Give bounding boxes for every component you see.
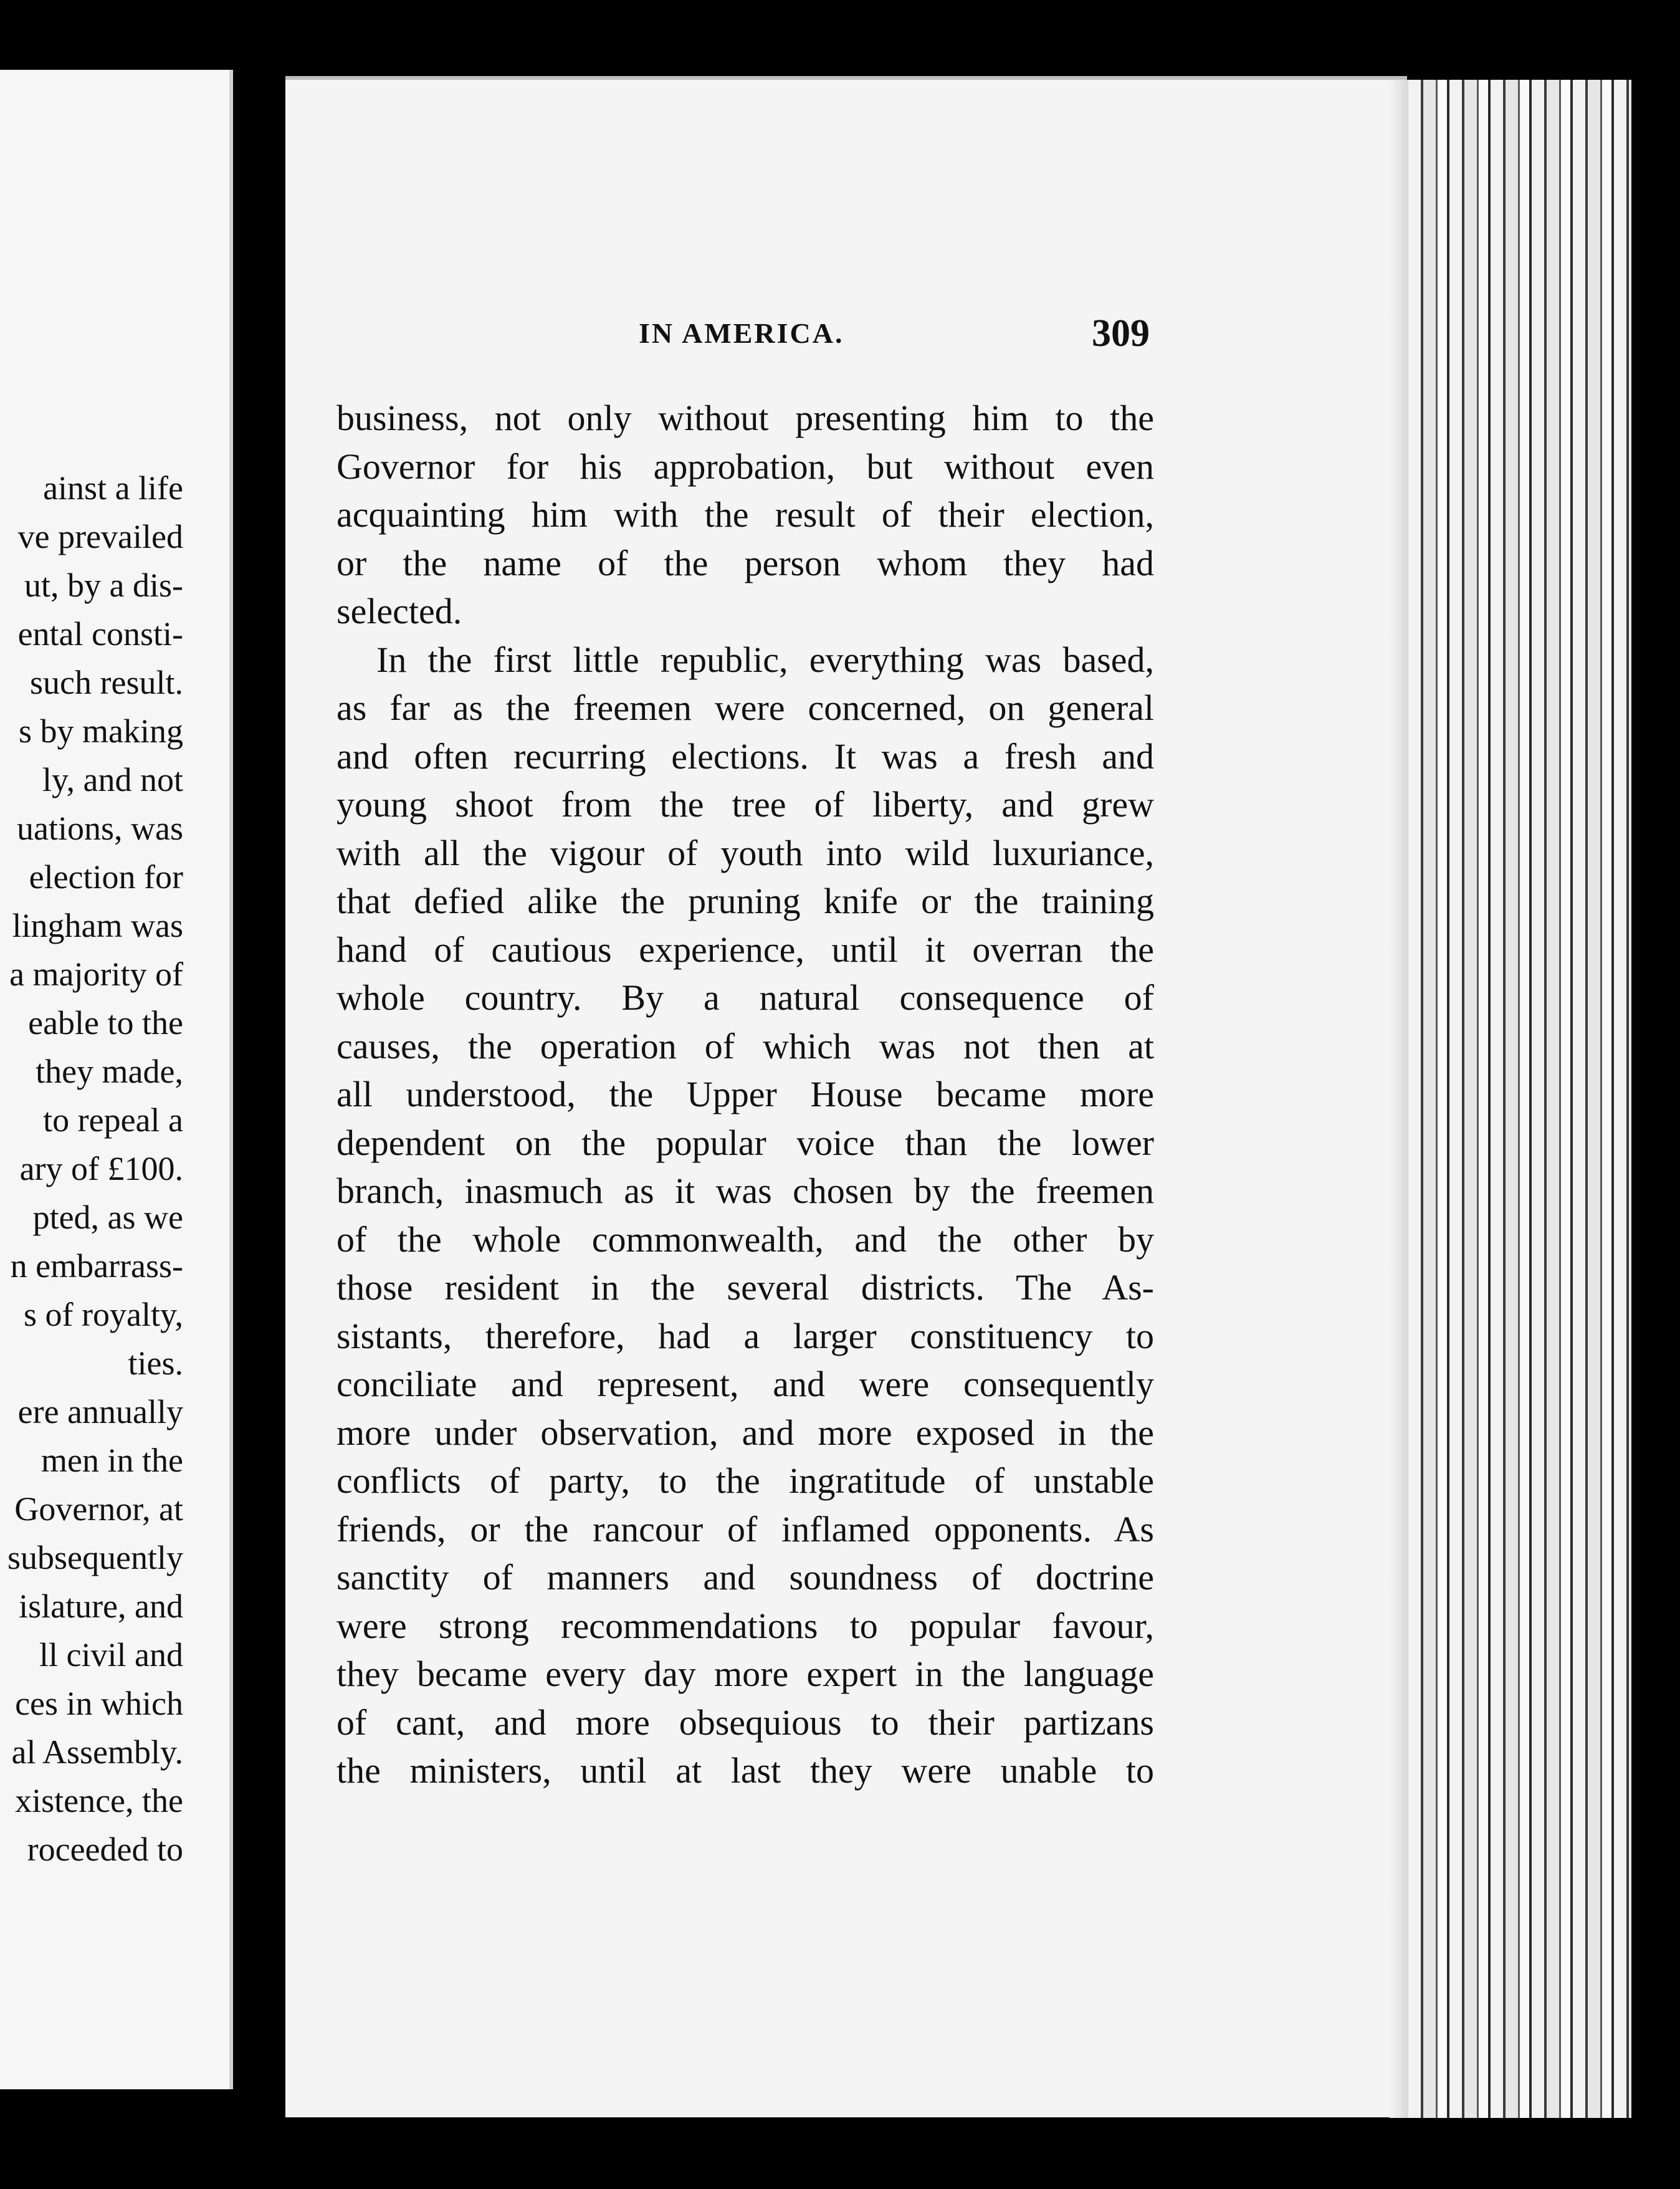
text-line: conflicts of party, to the ingratitude of unstable [336, 1460, 1154, 1501]
text-line: xistence, the [15, 1782, 183, 1819]
text-line: sanctity of manners and soundness of doctrine [336, 1557, 1154, 1597]
text-line: n embarrass- [10, 1247, 183, 1285]
text-line: to repeal a [43, 1101, 183, 1139]
text-line: they became every day more expert in the language [336, 1654, 1154, 1694]
text-line: of cant, and more obsequious to their partizans [336, 1702, 1154, 1743]
text-line: ll civil and [39, 1636, 183, 1674]
text-line: dependent on the popular voice than the lower [336, 1122, 1154, 1163]
text-line: eable to the [28, 1004, 183, 1042]
text-line: islature, and [19, 1588, 183, 1625]
text-line: uations, was [17, 810, 183, 847]
text-line: al Assembly. [11, 1733, 183, 1771]
text-line: pted, as we [32, 1199, 183, 1236]
text-line: roceeded to [27, 1831, 183, 1868]
previous-page-text [0, 464, 183, 1874]
text-line: hand of cautious experience, until it overran the [336, 929, 1154, 970]
text-line: ve prevailed [17, 518, 183, 555]
text-line: ental consti- [17, 615, 183, 653]
text-line: ut, by a dis- [24, 567, 183, 604]
text-line: Governor, at [14, 1490, 183, 1528]
text-line: ces in which [15, 1685, 183, 1722]
text-line: ary of £100. [19, 1150, 183, 1187]
text-line: ainst a life [43, 469, 183, 507]
text-line: of the whole commonwealth, and the other by [336, 1219, 1154, 1260]
page-block-edges [1408, 80, 1631, 2118]
text-line: s of royalty, [24, 1296, 183, 1333]
text-line: lingham was [12, 907, 183, 944]
text-line: subsequently [7, 1539, 183, 1576]
text-line: causes, the operation of which was not then at [336, 1025, 1154, 1066]
body-text [336, 394, 1154, 1795]
text-line: and often recurring elections. It was a fresh and [336, 735, 1154, 777]
text-line: ties. [128, 1344, 183, 1382]
text-line: ly, and not [42, 761, 183, 798]
paragraph [336, 636, 1154, 1795]
text-line: more under observation, and more exposed in the [336, 1412, 1154, 1453]
text-line: branch, inasmuch as it was chosen by the freemen [336, 1171, 1154, 1211]
running-head: IN AMERICA. [639, 317, 844, 349]
text-line: were strong recommendations to popular favour, [336, 1605, 1154, 1646]
text-line: acquainting him with the result of their election, [336, 494, 1154, 535]
text-line: they made, [36, 1053, 183, 1090]
paragraph [336, 394, 1154, 636]
text-line: that defied alike the pruning knife or the training [336, 881, 1154, 921]
text-line: election for [29, 858, 183, 896]
previous-page [0, 70, 233, 2089]
text-line: as far as the freemen were concerned, on general [336, 687, 1154, 728]
text-line: s by making [19, 712, 183, 750]
text-line: business, not only without presenting him to the [336, 398, 1154, 438]
text-line: such result. [30, 664, 183, 701]
page-number: 309 [1092, 312, 1150, 355]
text-line: friends, or the rancour of inflamed opponents. As [336, 1508, 1154, 1550]
text-line: whole country. By a natural consequence of [336, 977, 1154, 1018]
text-line: a majority of [9, 956, 183, 993]
text-line: In the first little republic, everything was based, [376, 639, 1154, 680]
text-line: selected. [336, 591, 462, 631]
text-line: with all the vigour of youth into wild luxuriance, [336, 832, 1154, 873]
text-line: men in the [41, 1442, 183, 1479]
text-line: young shoot from the tree of liberty, and grew [336, 784, 1154, 825]
text-line: those resident in the several districts. The As- [336, 1267, 1154, 1308]
text-line: or the name of the person whom they had [336, 542, 1154, 583]
text-line: all understood, the Upper House became more [336, 1074, 1154, 1114]
text-line: Governor for his approbation, but without even [336, 446, 1154, 487]
text-line: conciliate and represent, and were consequently [336, 1364, 1154, 1404]
text-line: sistants, therefore, had a larger constituency to [336, 1315, 1154, 1356]
text-line: ere annually [17, 1393, 183, 1430]
text-line: the ministers, until at last they were unable to [336, 1750, 1154, 1791]
